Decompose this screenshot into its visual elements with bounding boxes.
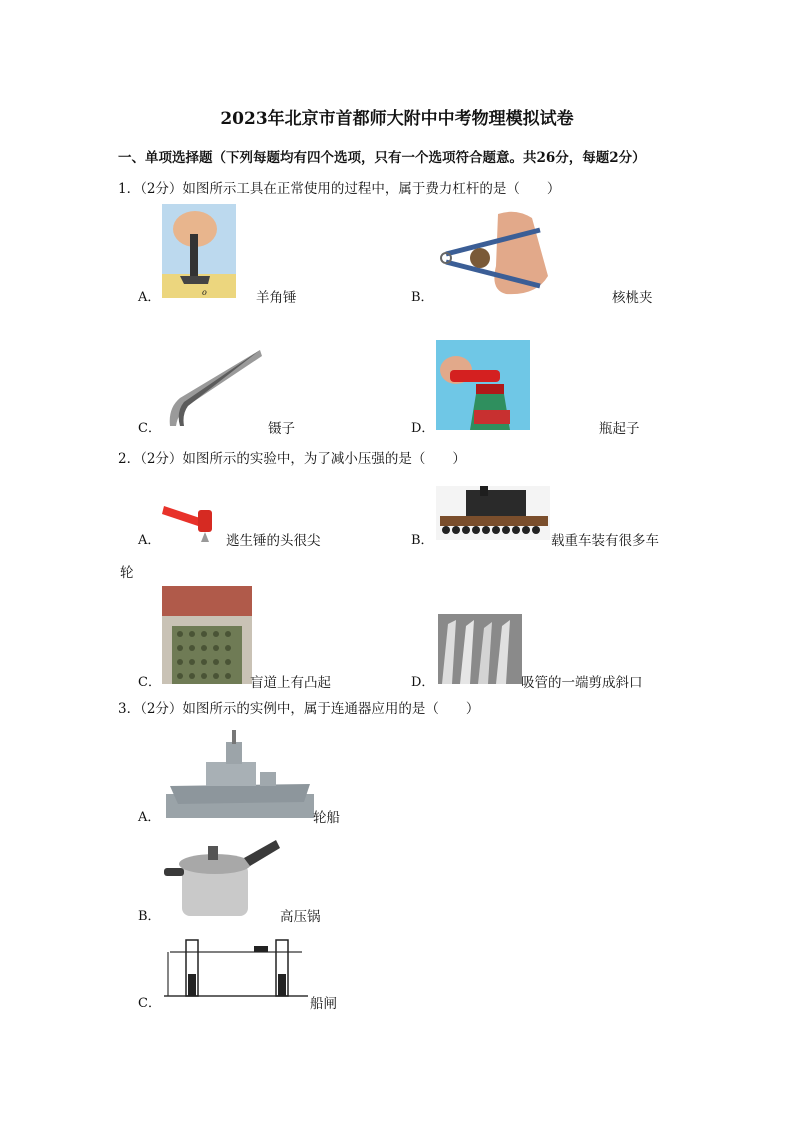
- q3-option-c-letter: C．: [138, 996, 161, 1011]
- q1-option-c-text: 镊子: [268, 421, 295, 437]
- ship-image: [166, 728, 314, 818]
- question-3-stem: 3．（2分）如图所示的实例中，属于连通器应用的是（ ）: [118, 701, 480, 717]
- q3-option-b-text: 高压锅: [280, 909, 321, 925]
- escape-hammer-image: [160, 496, 226, 546]
- q2-option-d-text: 吸管的一端剪成斜口: [521, 675, 643, 691]
- q1-option-d-letter: D．: [411, 421, 435, 436]
- q1-option-d-text: 瓶起子: [599, 421, 640, 437]
- ship-lock-image: [164, 934, 308, 1000]
- question-1-stem: 1．（2分）如图所示工具在正常使用的过程中，属于费力杠杆的是（ ）: [118, 181, 561, 197]
- tactile-paving-image: [162, 586, 252, 684]
- q2-option-c-text: 盲道上有凸起: [250, 675, 331, 691]
- q2-option-b-text: 载重车装有很多车: [551, 533, 659, 549]
- q2-option-a-letter: A．: [138, 533, 161, 548]
- heavy-truck-image: [436, 486, 550, 540]
- q1-option-b-text: 核桃夹: [612, 290, 653, 306]
- hammer-image: [162, 204, 236, 298]
- q3-option-b-letter: B．: [138, 909, 161, 924]
- q1-option-a-letter: A．: [138, 290, 161, 305]
- straws-image: [438, 614, 522, 684]
- q1-option-c-letter: C．: [138, 421, 161, 436]
- q3-option-c-text: 船闸: [310, 996, 337, 1012]
- q2-option-b-letter: B．: [411, 533, 434, 548]
- q2-option-d-letter: D．: [411, 675, 435, 690]
- svg-text:o: o: [202, 288, 207, 297]
- pressure-cooker-image: [164, 830, 280, 920]
- tweezers-image: [160, 346, 264, 432]
- page-title: 2023年北京市首都师大附中中考物理模拟试卷: [220, 109, 574, 129]
- q3-option-a-letter: A．: [138, 810, 161, 825]
- q2-option-a-text: 逃生锤的头很尖: [226, 533, 321, 549]
- section-heading: 一、单项选择题（下列每题均有四个选项，只有一个选项符合题意。共26分，每题2分）: [118, 150, 646, 166]
- bottle-opener-image: [436, 340, 530, 430]
- q2-option-b-text-continued: 轮: [120, 565, 134, 581]
- question-2-stem: 2．（2分）如图所示的实验中，为了减小压强的是（ ）: [118, 451, 466, 467]
- q2-option-c-letter: C．: [138, 675, 161, 690]
- q3-option-a-text: 轮船: [313, 810, 340, 826]
- q1-option-a-text: 羊角锤: [256, 290, 297, 306]
- nutcracker-image: [436, 206, 558, 298]
- q1-option-b-letter: B．: [411, 290, 434, 305]
